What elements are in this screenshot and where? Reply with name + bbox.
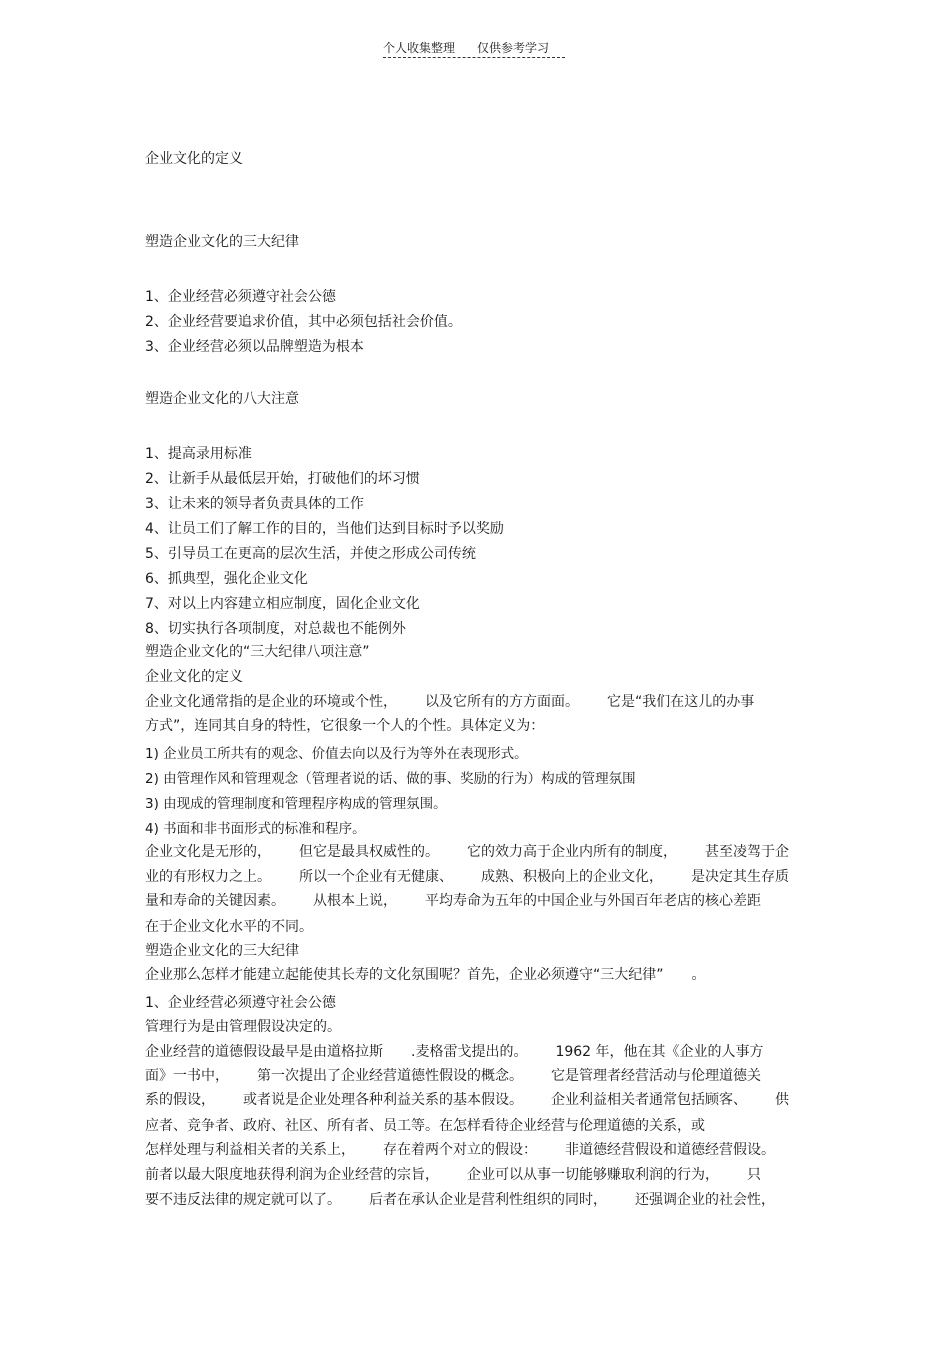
text-line	[145, 150, 243, 168]
header-right-text: 仅供参考学习	[477, 41, 550, 55]
text-segment: 4) 书面和非书面形式的标准和程序。	[145, 821, 366, 837]
text-segment: 供	[775, 1092, 789, 1108]
text-line	[145, 892, 761, 910]
text-segment: 业的有形权力之上。	[145, 869, 271, 885]
text-line	[145, 570, 308, 588]
text-segment: 塑造企业文化的三大纪律	[145, 943, 299, 959]
text-segment: 企业文化是无形的，	[145, 844, 271, 860]
text-line	[145, 693, 754, 711]
text-segment: 系的假设，	[145, 1092, 215, 1108]
text-segment: 1962 年，他在其《企业的人事方	[555, 1044, 764, 1060]
text-line	[145, 918, 313, 936]
text-segment: 3、企业经营必须以品牌塑造为根本	[145, 339, 364, 355]
text-segment: 企业文化的定义	[145, 151, 243, 167]
text-line	[145, 820, 366, 838]
text-segment: 只	[747, 1167, 761, 1183]
text-segment: 以及它所有的方方面面。	[425, 694, 579, 710]
text-line	[145, 745, 528, 763]
text-segment: 所以一个企业有无健康、	[299, 869, 453, 885]
text-segment: 它是管理者经营活动与伦理道德关	[551, 1068, 761, 1084]
text-segment: 4、让员工们了解工作的目的，当他们达到目标时予以奖励	[145, 521, 504, 537]
text-segment: 从根本上说，	[313, 893, 397, 909]
text-segment: 1、企业经营必须遵守社会公德	[145, 995, 336, 1011]
text-segment: 面》一书中，	[145, 1068, 229, 1084]
text-line	[145, 390, 299, 408]
text-line	[145, 1043, 764, 1061]
text-segment: 成熟、积极向上的企业文化，	[481, 869, 663, 885]
text-line	[145, 470, 420, 488]
text-line	[145, 595, 420, 613]
text-segment: 企业文化的定义	[145, 669, 243, 685]
text-segment: 企业那么怎样才能建立起能使其长寿的文化氛围呢？首先，企业必须遵守“三大纪律”	[145, 967, 664, 983]
header-left-text: 个人收集整理	[383, 41, 456, 55]
text-line	[145, 1067, 761, 1085]
text-segment: 量和寿命的关键因素。	[145, 893, 285, 909]
text-segment: 1) 企业员工所共有的观念、价值去向以及行为等外在表现形式。	[145, 746, 528, 762]
text-segment: 是决定其生存质	[691, 869, 789, 885]
text-segment: 3、让未来的领导者负责具体的工作	[145, 496, 364, 512]
text-segment: 但它是最具权威性的。	[299, 844, 439, 860]
text-line	[145, 445, 252, 463]
text-line	[145, 338, 364, 356]
text-segment: 在于企业文化水平的不同。	[145, 919, 313, 935]
text-segment: 第一次提出了企业经营道德性假设的概念。	[257, 1068, 523, 1084]
text-segment: 8、切实执行各项制度，对总裁也不能例外	[145, 621, 406, 637]
text-segment: 2) 由管理作风和管理观念（管理者说的话、做的事、奖励的行为）构成的管理氛围	[145, 771, 636, 787]
text-line	[145, 966, 706, 984]
text-line	[145, 520, 504, 538]
text-line	[145, 942, 299, 960]
text-line	[145, 313, 462, 331]
text-line	[145, 233, 299, 251]
text-line	[145, 1091, 789, 1109]
text-line	[145, 545, 476, 563]
text-segment: 塑造企业文化的三大纪律	[145, 234, 299, 250]
text-segment: 应者、竞争者、政府、社区、所有者、员工等。在怎样看待企业经营与伦理道德的关系，或	[145, 1118, 705, 1134]
text-segment: 企业经营的道德假设最早是由道格拉斯	[145, 1044, 383, 1060]
text-segment: 它的效力高于企业内所有的制度，	[467, 844, 677, 860]
text-segment: 企业可以从事一切能够赚取利润的行为，	[467, 1167, 719, 1183]
text-line	[145, 795, 447, 813]
text-segment: 6、抓典型，强化企业文化	[145, 571, 308, 587]
text-segment: 要不违反法律的规定就可以了。	[145, 1192, 341, 1208]
text-segment: 。	[691, 967, 706, 983]
text-line	[145, 770, 636, 788]
text-line	[145, 1191, 775, 1209]
text-line	[145, 1141, 775, 1159]
text-segment: 管理行为是由管理假设决定的。	[145, 1019, 341, 1035]
text-line	[145, 643, 370, 661]
text-segment: 3) 由现成的管理制度和管理程序构成的管理氛围。	[145, 796, 447, 812]
text-segment: 7、对以上内容建立相应制度，固化企业文化	[145, 596, 420, 612]
text-segment: 怎样处理与利益相关者的关系上，	[145, 1142, 355, 1158]
text-segment: 它是“我们在这儿的办事	[607, 694, 755, 710]
text-segment: 1、企业经营必须遵守社会公德	[145, 289, 336, 305]
text-segment: .麦格雷戈提出的。	[411, 1044, 528, 1060]
text-segment: 甚至凌驾于企	[705, 844, 789, 860]
text-segment: 5、引导员工在更高的层次生活，并使之形成公司传统	[145, 546, 476, 562]
text-line	[145, 668, 243, 686]
text-segment: 企业文化通常指的是企业的环境或个性，	[145, 694, 397, 710]
text-line	[145, 868, 789, 886]
text-segment: 后者在承认企业是营利性组织的同时，	[369, 1192, 607, 1208]
text-segment: 企业利益相关者通常包括顾客、	[551, 1092, 747, 1108]
text-line	[145, 994, 336, 1012]
text-line	[145, 843, 789, 861]
text-line	[145, 1018, 341, 1036]
text-line	[145, 717, 544, 735]
text-line	[145, 1166, 761, 1184]
text-segment: 2、让新手从最低层开始，打破他们的坏习惯	[145, 471, 420, 487]
text-segment: 前者以最大限度地获得利润为企业经营的宗旨，	[145, 1167, 439, 1183]
text-segment: 方式”，连同其自身的特性，它很象一个人的个性。具体定义为：	[145, 718, 545, 734]
text-segment: 塑造企业文化的八大注意	[145, 391, 299, 407]
text-line	[145, 1117, 705, 1135]
text-line	[145, 620, 406, 638]
text-line	[145, 288, 336, 306]
text-segment: 或者说是企业处理各种利益关系的基本假设。	[243, 1092, 523, 1108]
text-line	[145, 495, 364, 513]
page-header	[383, 40, 565, 58]
text-segment: 平均寿命为五年的中国企业与外国百年老店的核心差距	[425, 893, 761, 909]
text-segment: 存在着两个对立的假设：	[383, 1142, 537, 1158]
text-segment: 1、提高录用标准	[145, 446, 252, 462]
text-segment: 塑造企业文化的“三大纪律八项注意”	[145, 644, 370, 660]
text-segment: 非道德经营假设和道德经营假设。	[565, 1142, 775, 1158]
text-segment: 还强调企业的社会性，	[635, 1192, 775, 1208]
text-segment: 2、企业经营要追求价值，其中必须包括社会价值。	[145, 314, 462, 330]
